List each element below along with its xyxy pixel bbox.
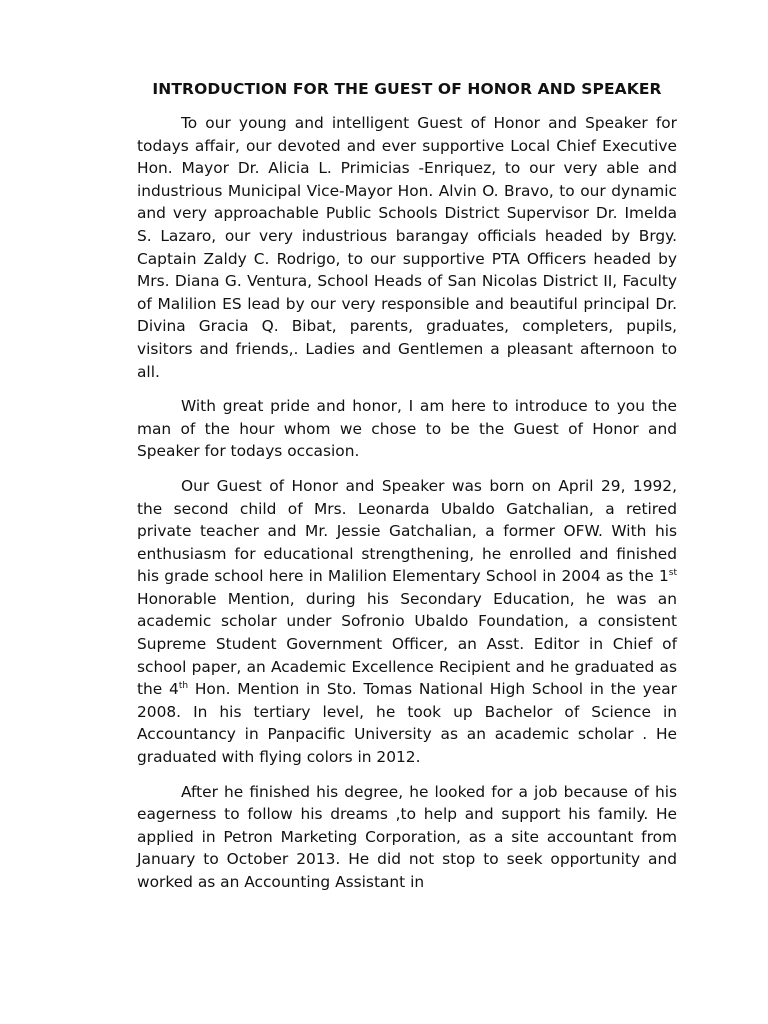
biography-text-part-2: Honorable Mention, during his Secondary Education, he was an academic scholar under Sofronio Ubaldo Foundation, a consistent Supreme Student Government Officer, an Asst. Editor in Chief of school paper, an Academic Excellence Recipient and he graduated as the 4: [137, 589, 677, 699]
paragraph-career: After he finished his degree, he looked for a job because of his eagerness to follow his dreams ,to help and support his family. He applied in Petron Marketing Corporation, as a site accountant from January to October 2013. He did not stop to seek opportunity and worked as an Accounting Assistant in: [137, 782, 677, 891]
paragraph-biography: [137, 475, 677, 769]
paragraph-introduction: With great pride and honor, I am here to introduce to you the man of the hour whom we chose to be the Guest of Honor and Speaker for todays occasion.: [137, 397, 677, 461]
paragraph-greeting: To our young and intelligent Guest of Honor and Speaker for todays affair, our devoted and ever supportive Local Chief Executive Hon. Mayor Dr. Alicia L. Primicias -Enriquez, to our very able and industrious Municipal Vice-Mayor Hon. Alvin O. Bravo, to our dynamic and very approachable Public Schools District Supervisor Dr. Imelda S. Lazaro, our very industrious barangay officials headed by Brgy. Captain Zaldy C. Rodrigo, to our supportive PTA Officers headed by Mrs. Diana G. Ventura, School Heads of San Nicolas District II, Faculty of Malilion ES lead by our very responsible and beautiful principal Dr. Divina Gracia Q. Bibat, parents, graduates, completers, pupils, visitors and friends,. Ladies and Gentlemen a pleasant afternoon to all.: [137, 114, 677, 381]
biography-text-part-3: Hon. Mention in Sto. Tomas National High School in the year 2008. In his tertiary level, he took up Bachelor of Science in Accountancy in Panpacific University as an academic scholar . He graduated with flying colors in 2012.: [137, 680, 677, 767]
ordinal-suffix-first: st: [668, 568, 677, 579]
document-title: INTRODUCTION FOR THE GUEST OF HONOR AND SPEAKER: [152, 80, 662, 98]
ordinal-suffix-fourth: th: [178, 681, 189, 692]
biography-text-part-1: Our Guest of Honor and Speaker was born on April 29, 1992, the second child of Mrs. Leonarda Ubaldo Gatchalian, a retired private teacher and Mr. Jessie Gatchalian, a former OFW. With his enthusiasm for educational strengthening, he enrolled and finished his grade school here in Malilion Elementary School in 2004 as the 1: [137, 476, 677, 586]
